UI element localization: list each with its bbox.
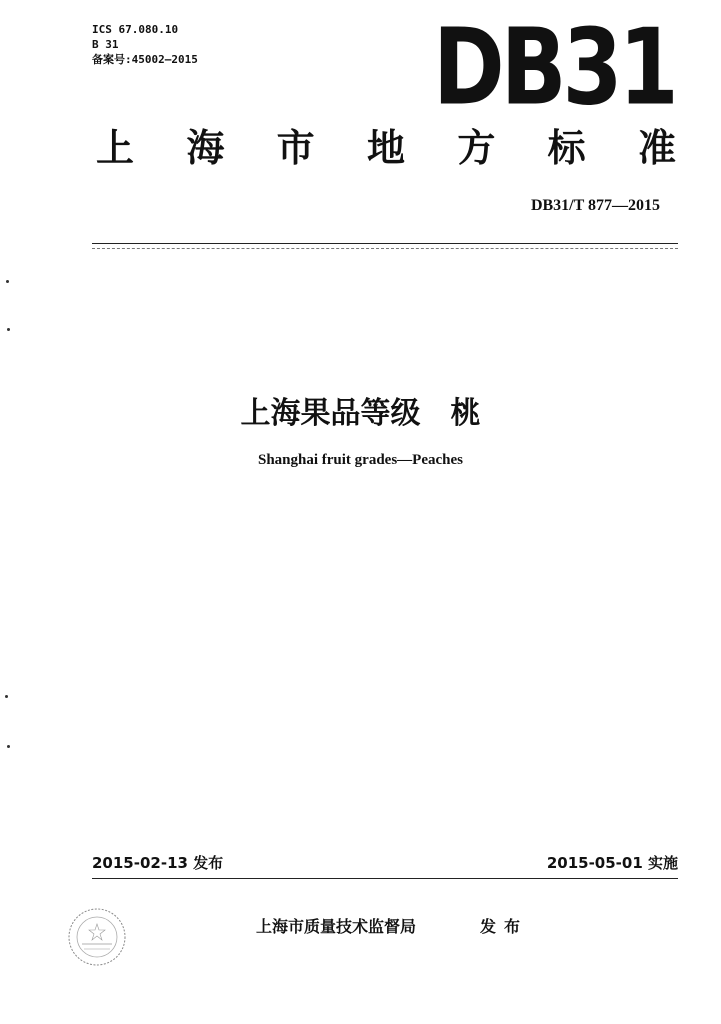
record-number: 备案号:45002—2015	[92, 53, 198, 66]
category-code: B 31	[92, 38, 119, 51]
document-title-en: Shanghai fruit grades—Peaches	[257, 452, 463, 468]
scan-speck	[7, 328, 10, 331]
heading-char: 标	[547, 125, 586, 170]
bottom-divider	[92, 878, 678, 879]
heading-char: 地	[366, 125, 405, 170]
heading-char: 准	[637, 125, 676, 170]
standard-type-heading	[96, 125, 676, 171]
standard-number: DB31/T 877—2015	[530, 197, 660, 214]
heading-char: 方	[457, 125, 496, 170]
issue-date: 2015-02-13 发布	[92, 854, 224, 872]
top-divider	[92, 243, 678, 244]
implementation-date: 2015-05-01 实施	[546, 854, 678, 872]
publish-label: 发布	[480, 917, 529, 936]
publisher-name: 上海市质量技术监督局	[256, 917, 417, 936]
ics-code: ICS 67.080.10	[92, 23, 179, 36]
document-title-cn: 上海果品等级 桃	[240, 396, 481, 431]
db-logo: DB31	[433, 5, 675, 129]
heading-char: 市	[276, 125, 315, 170]
document-metadata	[92, 22, 198, 67]
scan-speck	[7, 745, 10, 748]
top-divider-secondary	[92, 248, 678, 249]
scan-speck	[5, 695, 8, 698]
heading-char: 海	[186, 125, 225, 170]
heading-char: 上	[96, 125, 135, 170]
scan-speck	[6, 280, 9, 283]
official-seal-icon	[62, 902, 132, 972]
